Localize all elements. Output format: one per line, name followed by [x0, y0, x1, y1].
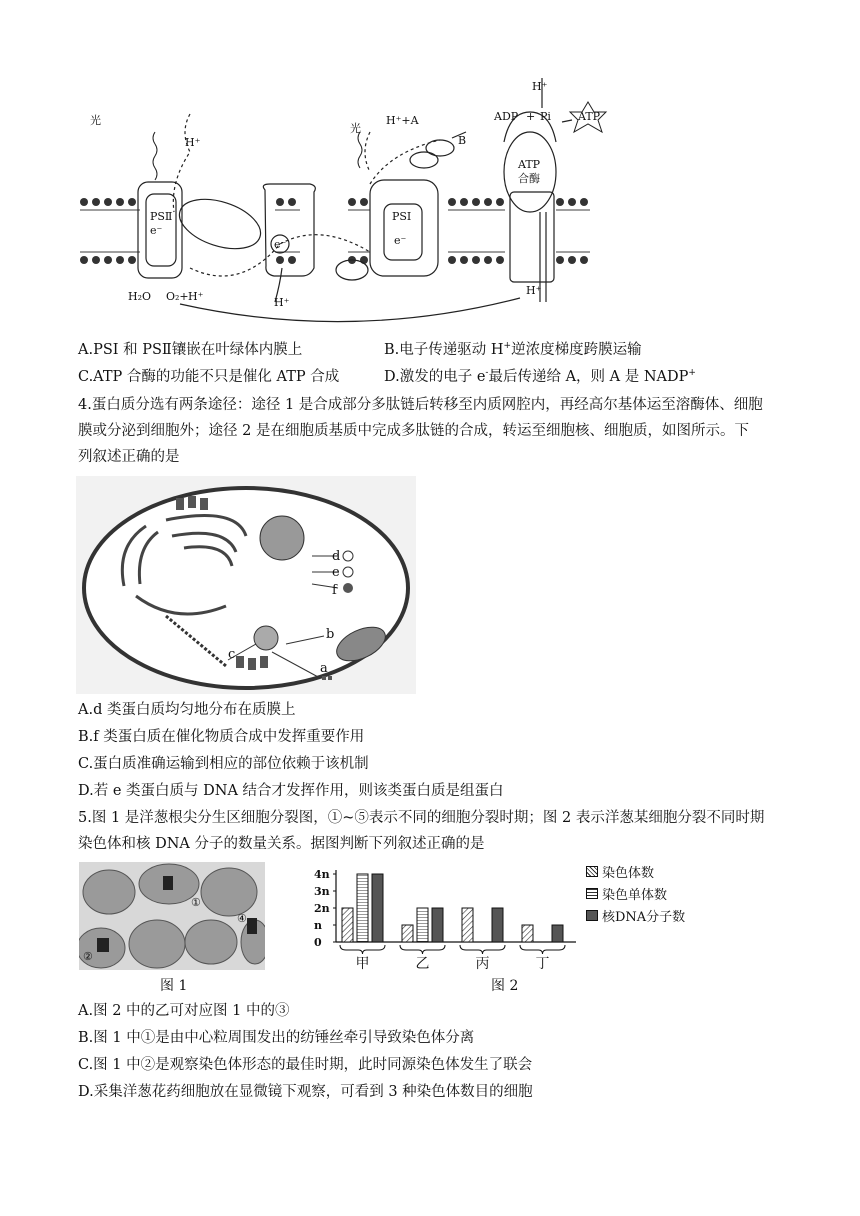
category-label: 甲 [355, 956, 370, 972]
hplus-a-label: H⁺+A [386, 114, 419, 127]
bar-chromosome [402, 925, 413, 942]
chromosome-dna-bar-chart [312, 866, 584, 974]
hplus-bottom-2: H⁺ [274, 296, 290, 309]
bar-dna [552, 925, 563, 942]
category-brace [400, 945, 445, 954]
q5-stem-line-2: 染色体和核 DNA 分子的数量关系。据图判断下列叙述正确的是 [78, 836, 485, 852]
bar-chromosome [342, 908, 353, 942]
cell-mark-1: ① [191, 896, 201, 909]
q4-stem-line-3: 列叙述正确的是 [78, 449, 180, 465]
label-b: b [326, 627, 335, 642]
bar-chromosome [462, 908, 473, 942]
category-label: 乙 [415, 956, 430, 972]
q4-stem-line-1: 4.蛋白质分选有两条途径：途径 1 是合成部分多肽链后转移至内质网腔内，再经高尔基体运至溶酶体、细胞 [78, 397, 763, 413]
category-label: 丁 [535, 956, 550, 972]
label-d: d [332, 549, 341, 564]
ps1-label: PSⅠ [392, 210, 412, 223]
label-f: f [332, 583, 337, 598]
bar-chromatid [417, 908, 428, 942]
protein-sorting-cell-figure [76, 476, 416, 694]
q4-option-a: A.d 类蛋白质均匀地分布在质膜上 [78, 702, 296, 718]
legend-chromatid: 染色单体数 [586, 884, 667, 903]
plus-label: + [526, 110, 536, 123]
atp-label: ATP [578, 110, 601, 123]
q4-option-b: B.f 类蛋白质在催化物质合成中发挥重要作用 [78, 729, 365, 745]
bar-dna [372, 874, 383, 942]
onion-root-micrograph [79, 862, 265, 970]
y-tick-label: 4n [314, 868, 330, 881]
light-label-2: 光 [350, 122, 361, 135]
electron-label-3: e⁻ [394, 234, 407, 247]
light-label-1: 光 [90, 114, 101, 127]
atp-synthase-label: ATP [518, 158, 541, 171]
category-label: 丙 [475, 956, 490, 972]
q4-option-c: C.蛋白质准确运输到相应的部位依赖于该机制 [78, 756, 369, 772]
category-brace [460, 945, 505, 954]
figure-2-caption: 图 2 [491, 978, 519, 994]
q5-option-a: A.图 2 中的乙可对应图 1 中的③ [78, 1003, 290, 1019]
b-label: B [458, 134, 467, 147]
y-tick-label: 3n [314, 885, 330, 898]
hplus-atp-top-label: H⁺ [532, 80, 548, 93]
pi-label: Pi [540, 110, 551, 123]
bar-dna [432, 908, 443, 942]
label-e: e [332, 565, 340, 580]
q3-option-c: C.ATP 合酶的功能不只是催化 ATP 合成 [78, 369, 340, 385]
y-tick-label: n [314, 919, 322, 932]
q4-option-d: D.若 e 类蛋白质与 DNA 结合才发挥作用，则该类蛋白质是组蛋白 [78, 783, 504, 799]
hplus-bottom-1: H⁺ [188, 290, 204, 303]
legend-chromosome: 染色体数 [586, 862, 654, 881]
y-tick-label: 0 [314, 936, 322, 949]
cell-mark-4: ④ [237, 912, 247, 925]
legend-dna: 核DNA分子数 [586, 906, 685, 925]
hplus-top-label: H⁺ [185, 136, 201, 149]
atp-synthase-label-2: 合酶 [518, 172, 540, 185]
q3-option-a: A.PSI 和 PSⅡ镶嵌在叶绿体内膜上 [78, 342, 303, 358]
q5-stem-line-1: 5.图 1 是洋葱根尖分生区细胞分裂图，①~⑤表示不同的细胞分裂时期；图 2 表示洋葱某细胞分裂不同时期 [78, 810, 765, 826]
q3-option-d: D.激发的电子 e-最后传递给 A，则 A 是 NADP+ [384, 368, 696, 385]
legend-swatch-dark [586, 910, 598, 921]
bar-dna [492, 908, 503, 942]
q4-stem-line-2: 膜或分泌到细胞外；途径 2 是在细胞质基质中完成多肽链的合成，转运至细胞核、细胞质，如图所示。下 [78, 423, 749, 439]
ps2-label: PSⅡ [150, 210, 173, 223]
photosynthesis-membrane-figure [70, 72, 610, 340]
q5-option-b: B.图 1 中①是由中心粒周围发出的纺锤丝牵引导致染色体分离 [78, 1030, 475, 1046]
q3-option-b: B.电子传递驱动 H+逆浓度梯度跨膜运输 [384, 341, 642, 358]
legend-swatch-horizontal [586, 888, 598, 899]
o2-label: O₂+ [166, 290, 189, 303]
cell-mark-2: ② [83, 950, 93, 963]
label-c: c [228, 647, 236, 662]
category-brace [340, 945, 385, 954]
bar-chromatid [357, 874, 368, 942]
electron-label-2: e⁻ [274, 238, 287, 251]
legend-swatch-diagonal [586, 866, 598, 877]
q5-option-d: D.采集洋葱花药细胞放在显微镜下观察，可看到 3 种染色体数目的细胞 [78, 1084, 533, 1100]
y-tick-label: 2n [314, 902, 330, 915]
label-a: a [320, 661, 328, 676]
category-brace [520, 945, 565, 954]
q5-option-c: C.图 1 中②是观察染色体形态的最佳时期，此时同源染色体发生了联会 [78, 1057, 533, 1073]
hplus-bottom-3: H⁺ [526, 284, 542, 297]
electron-label-1: e⁻ [150, 224, 163, 237]
adp-label: ADP [494, 110, 519, 123]
figure-1-caption: 图 1 [160, 978, 188, 994]
h2o-label: H₂O [128, 290, 152, 303]
bar-chromosome [522, 925, 533, 942]
